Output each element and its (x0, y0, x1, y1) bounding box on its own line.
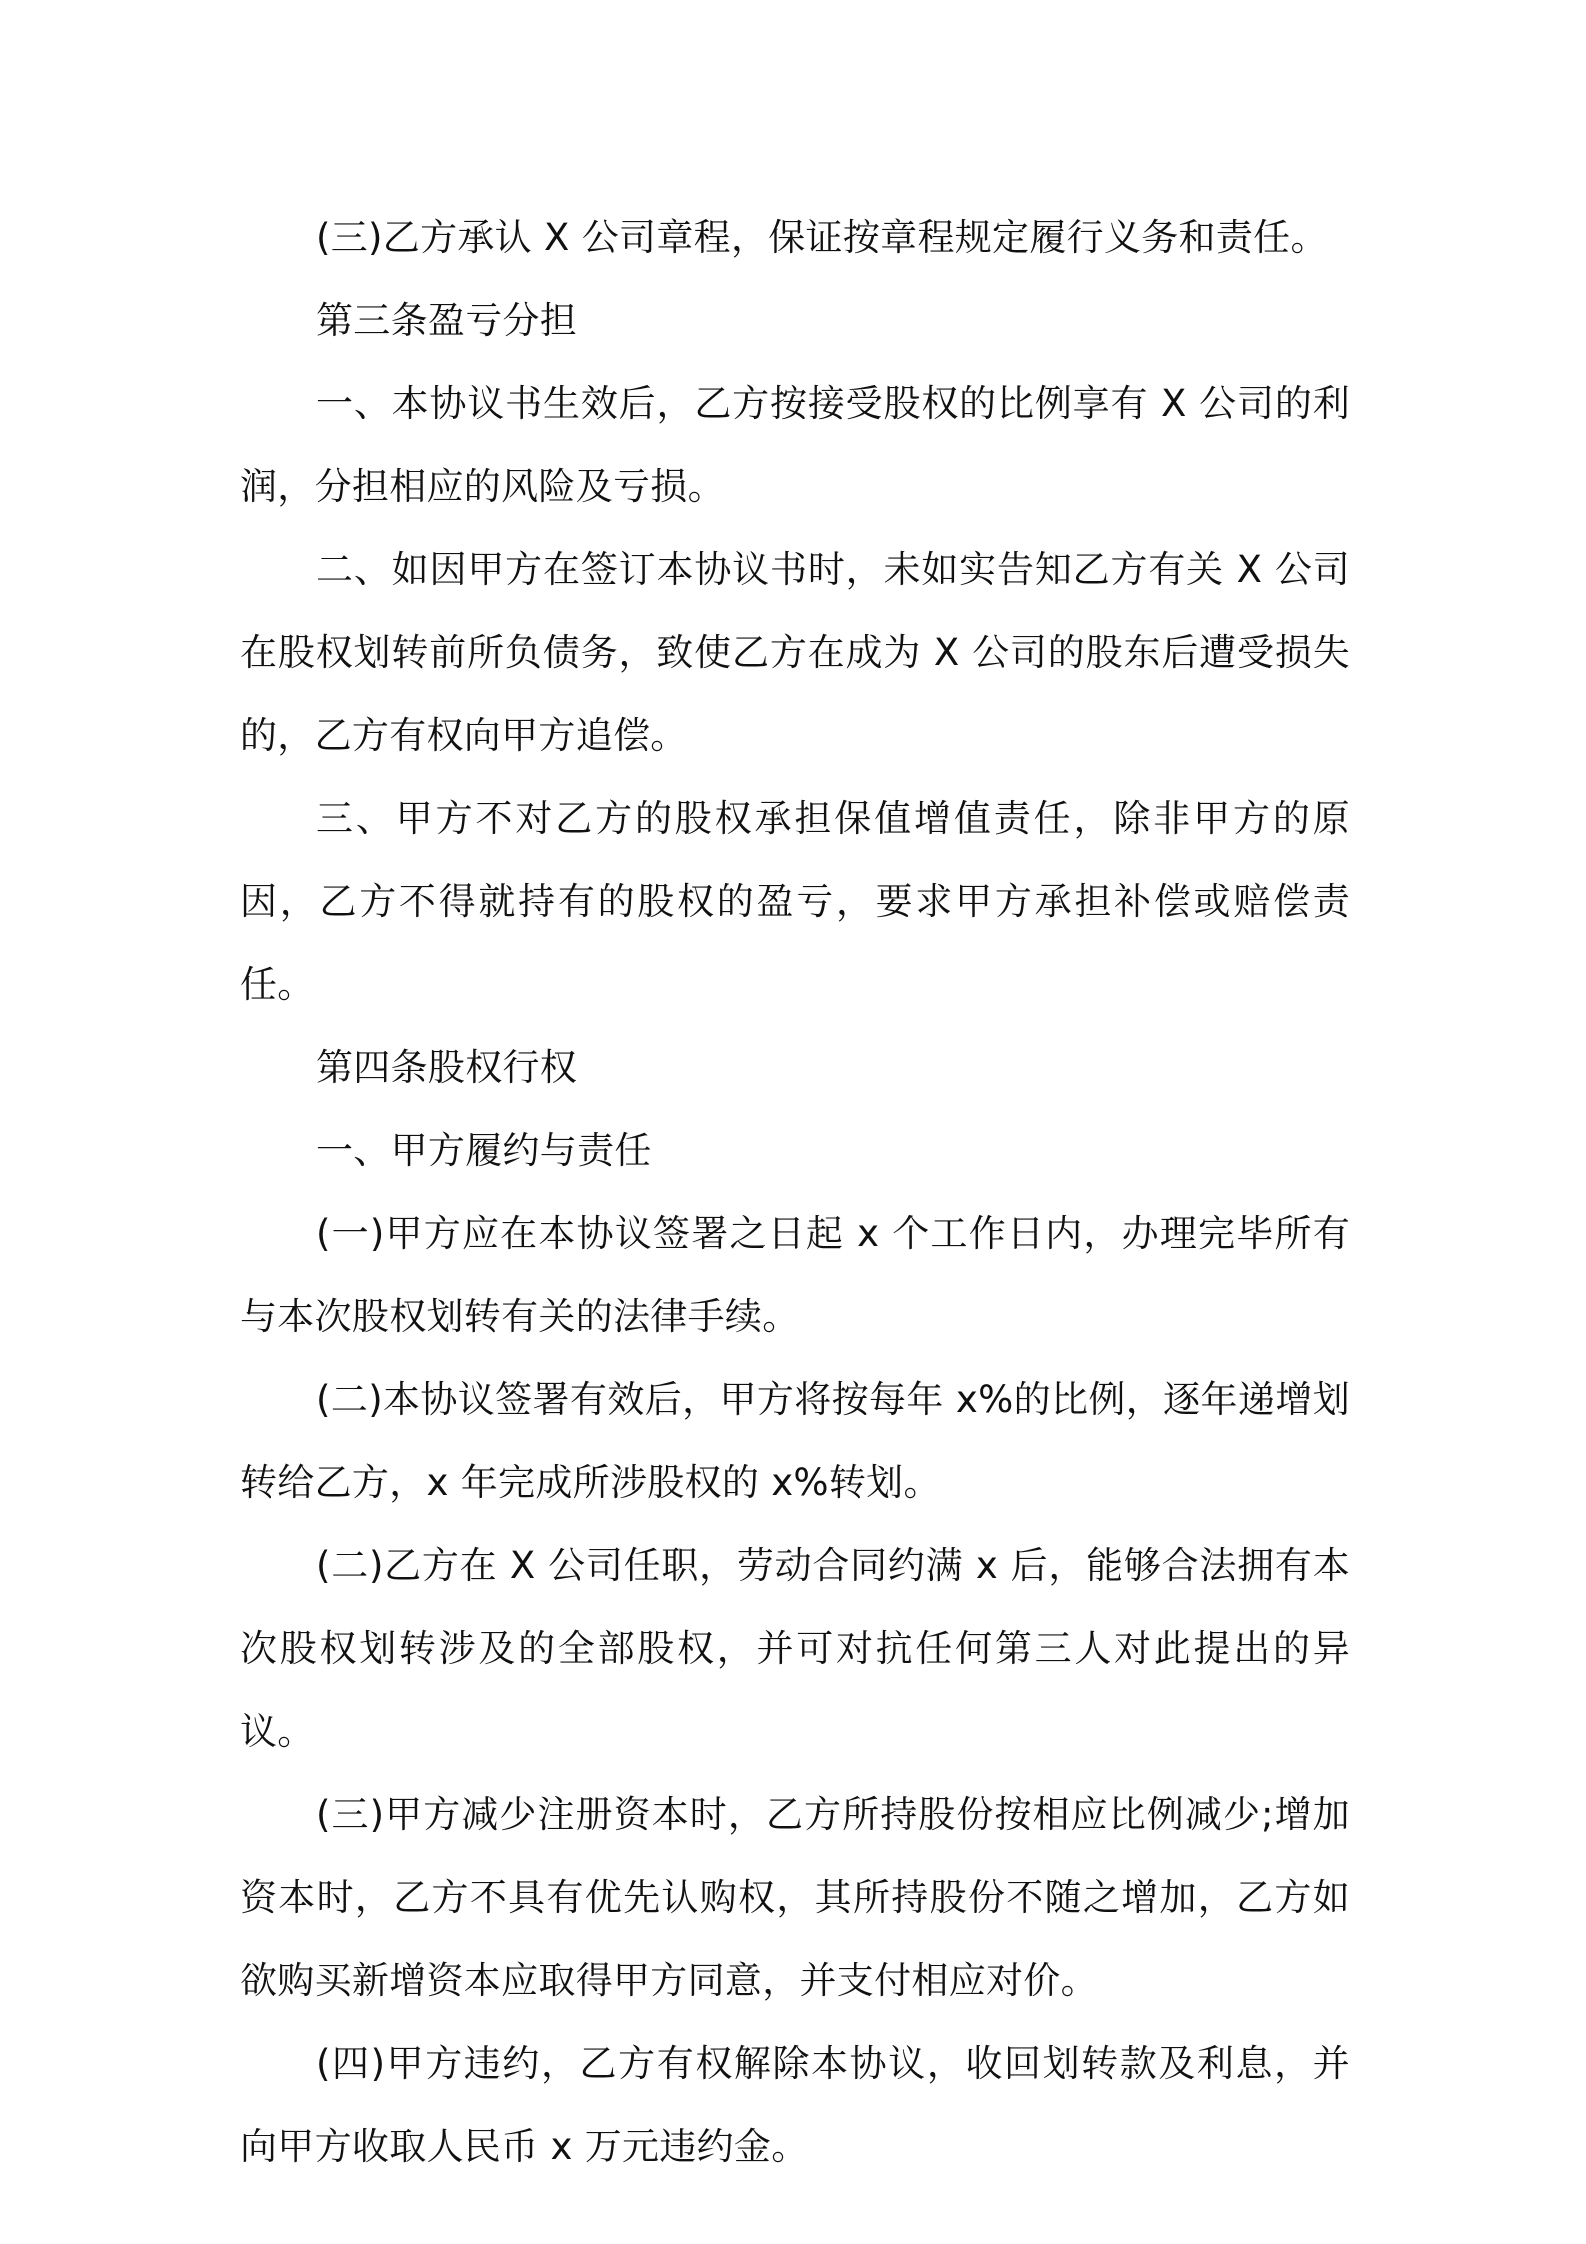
paragraph-1: (三)乙方承认 X 公司章程，保证按章程规定履行义务和责任。 (316, 216, 1328, 259)
subheading-party-a: 一、甲方履约与责任 (316, 1129, 652, 1172)
paragraph-10: (二)乙方在 X 公司任职，劳动合同约满 x 后，能够合法拥有本次股权划转涉及的全部股权，并可对抗任何第三人对此提出的异议。 (240, 1544, 1350, 1753)
paragraph-12: (四)甲方违约，乙方有权解除本协议，收回划转款及利息，并向甲方收取人民币 x 万元违约金。 (240, 2042, 1350, 2168)
section-heading-article-3: 第三条盈亏分担 (316, 299, 578, 342)
paragraph-4: 二、如因甲方在签订本协议书时，未如实告知乙方有关 X 公司在股权划转前所负债务，致使乙方在成为 X 公司的股东后遭受损失的，乙方有权向甲方追偿。 (240, 548, 1350, 757)
paragraph-5: 三、甲方不对乙方的股权承担保值增值责任，除非甲方的原因，乙方不得就持有的股权的盈亏，要求甲方承担补偿或赔偿责任。 (240, 797, 1350, 1006)
paragraph-3: 一、本协议书生效后，乙方按接受股权的比例享有 X 公司的利润，分担相应的风险及亏损。 (240, 382, 1350, 508)
paragraph-8: (一)甲方应在本协议签署之日起 x 个工作日内，办理完毕所有与本次股权划转有关的法律手续。 (240, 1212, 1350, 1338)
paragraph-11: (三)甲方减少注册资本时，乙方所持股份按相应比例减少;增加资本时，乙方不具有优先认购权，其所持股份不随之增加，乙方如欲购买新增资本应取得甲方同意，并支付相应对价。 (240, 1793, 1350, 2002)
section-heading-article-4: 第四条股权行权 (316, 1046, 578, 1089)
document-body (240, 196, 1350, 2188)
paragraph-9: (二)本协议签署有效后，甲方将按每年 x%的比例，逐年递增划转给乙方，x 年完成所涉股权的 x%转划。 (240, 1378, 1350, 1504)
